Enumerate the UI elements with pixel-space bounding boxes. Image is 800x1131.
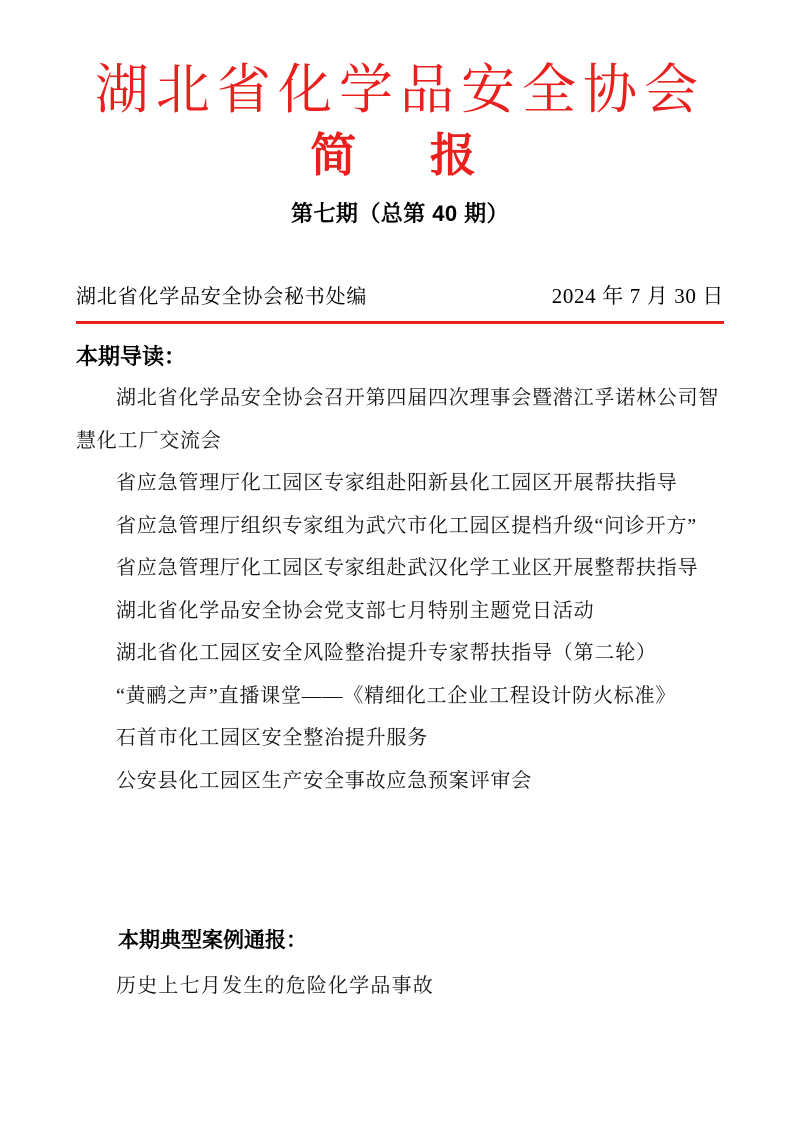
toc-item: 省应急管理厅组织专家组为武穴市化工园区提档升级“问诊开方” [116,514,697,537]
toc-item: 石首市化工园区安全整治提升服务 [116,727,428,750]
editor-credit: 湖北省化学品安全协会秘书处编 [76,286,368,309]
red-divider-rule [76,321,724,324]
edition-row [76,280,724,310]
toc-item: 历史上七月发生的危险化学品事故 [116,975,434,998]
toc-item: 公安县化工园区生产安全事故应急预案评审会 [116,769,532,792]
toc-item: 湖北省化学品安全协会召开第四届四次理事会暨潜江孚诺林公司智慧化工厂交流会 [76,387,720,452]
issue-number: 第七期（总第 40 期） [291,201,509,227]
toc-item: 省应急管理厅化工园区专家组赴阳新县化工园区开展帮扶指导 [116,472,678,495]
table-of-contents [76,377,724,802]
cases-list [76,966,724,1006]
toc-item: 省应急管理厅化工园区专家组赴武汉化学工业区开展整帮扶指导 [116,557,699,580]
organization-title: 湖北省化学品安全协会 [94,60,706,120]
publication-date: 2024 年 7 月 30 日 [551,284,724,309]
toc-item: 湖北省化工园区安全风险整治提升专家帮扶指导（第二轮） [116,642,657,665]
cases-section-heading: 本期典型案例通报： [118,929,307,953]
bulletin-title: 简 报 [310,129,490,181]
guide-section-heading: 本期导读： [76,344,187,370]
toc-item: 湖北省化学品安全协会党支部七月特别主题党日活动 [116,599,595,622]
masthead [76,58,724,228]
toc-item: “黄鹂之声”直播课堂——《精细化工企业工程设计防火标准》 [116,684,677,707]
